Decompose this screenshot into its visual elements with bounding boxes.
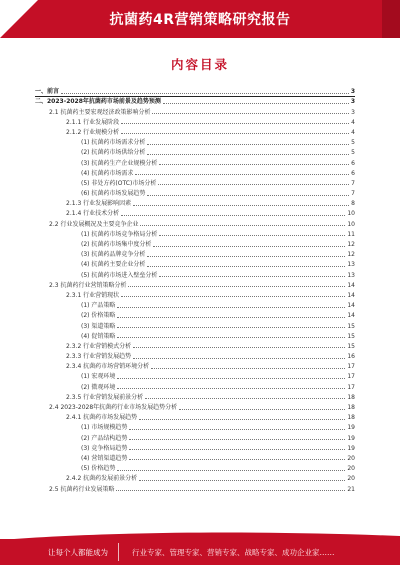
toc-dot-leader: [121, 215, 345, 216]
toc-entry-page: 15: [347, 342, 355, 350]
toc-entry-page: 19: [347, 444, 355, 452]
toc-entry-label: (5) 价格趋势: [81, 465, 116, 473]
toc-dot-leader: [163, 103, 349, 104]
toc-dot-leader: [135, 174, 349, 175]
toc-dot-leader: [117, 337, 345, 338]
toc-entry-label: 2.4.1 抗菌药市场发展趋势: [66, 414, 138, 422]
toc-dot-leader: [159, 276, 345, 277]
toc-entry-label: (5) 抗菌药市场进入壁垒分析: [81, 271, 158, 279]
toc-dot-leader: [152, 113, 349, 114]
toc-dot-leader: [117, 307, 345, 308]
toc-dot-leader: [133, 347, 345, 348]
toc-entry[interactable]: [35, 360, 355, 370]
toc-entry-page: 10: [347, 210, 355, 218]
toc-entry-page: 6: [351, 169, 355, 177]
toc-entry-label: (1) 抗菌药市场竞争格局分析: [81, 230, 158, 238]
toc-entry[interactable]: [35, 85, 355, 95]
toc-entry-page: 13: [347, 271, 355, 279]
toc-entry-page: 19: [347, 424, 355, 432]
toc-entry-page: 15: [347, 332, 355, 340]
toc-entry-page: 3: [350, 98, 355, 106]
toc-entry[interactable]: [35, 207, 355, 217]
toc-entry-page: 3: [350, 88, 355, 96]
toc-entry-label: (1) 产品策略: [81, 302, 116, 310]
report-header: [0, 0, 400, 38]
toc-entry-page: 6: [351, 159, 355, 167]
toc-dot-leader: [159, 235, 345, 236]
toc-entry[interactable]: [35, 452, 355, 462]
toc-entry-page: 18: [347, 414, 355, 422]
toc-entry-page: 20: [347, 454, 355, 462]
toc-dot-leader: [121, 123, 349, 124]
toc-entry-label: (2) 微观环境: [81, 383, 116, 391]
toc-entry[interactable]: [35, 411, 355, 421]
toc-entry-page: 14: [347, 281, 355, 289]
footer-tagline: 行业专家、管理专家、营销专家、战略专家、成功企业家……: [132, 548, 335, 557]
toc-dot-leader: [117, 388, 345, 389]
toc-dot-leader: [147, 266, 345, 267]
toc-entry-page: 21: [347, 485, 355, 493]
toc-entry[interactable]: [35, 248, 355, 258]
toc-entry-label: 2.4 2023-2028年抗菌药行业市场发展趋势分析: [49, 404, 178, 411]
toc-divider-line: [35, 96, 355, 97]
toc-entry-label: 2.1 抗菌药主要宏观经济政策影响分析: [49, 108, 151, 116]
toc-entry[interactable]: [35, 350, 355, 360]
toc-dot-leader: [145, 398, 345, 399]
toc-dot-leader: [129, 429, 345, 430]
toc-entry-label: (4) 促销策略: [81, 332, 116, 340]
toc-entry-label: 2.5 抗菌药行业发展策略: [49, 485, 115, 493]
toc-dot-leader: [147, 195, 349, 196]
toc-entry[interactable]: [35, 380, 355, 390]
toc-entry[interactable]: [35, 472, 355, 482]
toc-entry-page: 7: [351, 179, 355, 187]
toc-entry-label: 2.3.3 行业营销发展趋势: [66, 353, 132, 361]
toc-entry-label: 2.3.2 行业营销模式分析: [66, 342, 132, 350]
footer-wave-decoration: [0, 530, 400, 540]
page-footer: [0, 539, 400, 565]
toc-dot-leader: [117, 470, 345, 471]
toc-entry-page: 8: [351, 200, 355, 208]
toc-entry-page: 3: [351, 108, 355, 116]
toc-dot-leader: [129, 459, 345, 460]
toc-entry[interactable]: [35, 126, 355, 136]
toc-entry[interactable]: [35, 228, 355, 238]
toc-entry[interactable]: [35, 442, 355, 452]
toc-entry[interactable]: [35, 401, 355, 411]
toc-entry-label: 2.2 行业发展概况及主要竞争企业: [49, 220, 139, 228]
toc-dot-leader: [117, 378, 345, 379]
toc-entry-label: 2.1.2 行业规模分析: [66, 128, 120, 136]
toc-dot-leader: [116, 490, 345, 491]
toc-entry[interactable]: [35, 319, 355, 329]
toc-entry-label: 2.1.3 行业发展影响因素: [66, 200, 132, 208]
footer-separator: [118, 543, 119, 561]
toc-entry-label: (4) 营销渠道趋势: [81, 454, 128, 462]
toc-entry[interactable]: [35, 197, 355, 207]
toc-dot-leader: [128, 286, 345, 287]
toc-entry-label: 二、2023-2028年抗菌药市场前景及趋势预测: [35, 98, 161, 106]
toc-entry-label: (3) 抗菌药生产企业规模分析: [81, 159, 158, 167]
toc-entry-label: (2) 产品结构趋势: [81, 434, 128, 442]
toc-entry[interactable]: [35, 238, 355, 248]
toc-entry-page: 4: [351, 118, 355, 126]
toc-entry[interactable]: [35, 279, 355, 289]
toc-entry[interactable]: [35, 299, 355, 309]
toc-entry[interactable]: [35, 146, 355, 156]
toc-entry-label: 2.4.2 抗菌药发展前景分析: [66, 475, 138, 483]
toc-entry-page: 5: [351, 149, 355, 157]
toc-entry-label: (3) 竞争格局趋势: [81, 444, 128, 452]
toc-dot-leader: [117, 317, 345, 318]
toc-entry-page: 18: [347, 393, 355, 401]
toc-entry-page: 4: [351, 128, 355, 136]
toc-entry-page: 14: [347, 312, 355, 320]
toc-entry-page: 17: [347, 373, 355, 381]
toc-entry[interactable]: [35, 156, 355, 166]
toc-dot-leader: [147, 144, 349, 145]
report-title: 抗菌药4R营销策略研究报告: [109, 12, 291, 28]
toc-entry[interactable]: [35, 289, 355, 299]
toc-dot-leader: [121, 296, 345, 297]
toc-entry-page: 12: [347, 251, 355, 259]
toc-entry-page: 17: [347, 383, 355, 391]
toc-heading: 内容目录: [170, 57, 229, 72]
toc-entry-label: (1) 宏观环境: [81, 373, 116, 381]
toc-dot-leader: [153, 246, 345, 247]
toc-entry-label: (2) 抗菌药市场供给分析: [81, 149, 146, 157]
toc-entry-page: 20: [347, 475, 355, 483]
toc-dot-leader: [129, 449, 345, 450]
toc-entry[interactable]: [35, 482, 355, 492]
toc-entry-label: 2.3.5 行业营销发展前景分析: [66, 393, 144, 401]
toc-entry[interactable]: [35, 330, 355, 340]
toc-entry-label: (1) 市场规模趋势: [81, 424, 128, 432]
toc-entry-label: (5) 非处方药(OTC)市场分析: [81, 179, 157, 187]
toc-entry-page: 20: [347, 465, 355, 473]
toc-entry-label: 2.3.1 行业营销现状: [66, 291, 120, 299]
toc-entry[interactable]: [35, 217, 355, 227]
toc-entry-label: (6) 抗菌药市场发展趋势: [81, 190, 146, 198]
toc-entry-label: 2.1.4 行业技术分析: [66, 210, 120, 218]
toc-entry[interactable]: [35, 462, 355, 472]
toc-dot-leader: [147, 256, 345, 257]
toc-entry-label: (3) 渠道策略: [81, 322, 116, 330]
toc-entry-label: (2) 价格策略: [81, 312, 116, 320]
toc-entry-page: 10: [347, 220, 355, 228]
toc-entry[interactable]: [35, 167, 355, 177]
toc-entry-label: 2.3 抗菌药行业营销策略分析: [49, 281, 127, 289]
toc-entry[interactable]: [35, 105, 355, 115]
toc-dot-leader: [139, 480, 345, 481]
toc-entry-page: 14: [347, 291, 355, 299]
toc-entry-page: 17: [347, 363, 355, 371]
toc-entry-page: 12: [347, 241, 355, 248]
toc-entry[interactable]: [35, 431, 355, 441]
toc-entry-label: (2) 抗菌药市场集中度分析: [81, 241, 152, 248]
toc-entry-label: 一、前言: [35, 88, 60, 96]
table-of-contents: [35, 85, 355, 493]
toc-entry[interactable]: [35, 258, 355, 268]
toc-entry-label: 2.1.1 行业发展阶段: [66, 118, 120, 126]
toc-entry[interactable]: [35, 421, 355, 431]
toc-dot-leader: [139, 419, 345, 420]
toc-entry-page: 13: [347, 261, 355, 269]
toc-entry-label: (4) 抗菌药市场需求: [81, 169, 134, 177]
header-edge-accent: [382, 0, 400, 38]
toc-entry-page: 7: [351, 190, 355, 198]
toc-entry[interactable]: [35, 370, 355, 380]
toc-dot-leader: [159, 164, 349, 165]
toc-entry-page: 14: [347, 302, 355, 310]
toc-entry[interactable]: [35, 268, 355, 278]
toc-entry-page: 16: [347, 353, 355, 361]
footer-slogan: 让每个人都能成为: [48, 548, 108, 557]
toc-dot-leader: [158, 184, 349, 185]
toc-dot-leader: [133, 358, 345, 359]
toc-dot-leader: [147, 154, 349, 155]
toc-entry-label: (1) 抗菌药市场需求分析: [81, 139, 146, 147]
toc-entry-page: 18: [347, 404, 355, 411]
toc-entry[interactable]: [35, 116, 355, 126]
toc-dot-leader: [140, 225, 345, 226]
toc-entry-label: (4) 抗菌药主要企业分析: [81, 261, 146, 269]
toc-entry-label: 2.3.4 抗菌药市场营销环境分析: [66, 363, 150, 371]
toc-entry[interactable]: [35, 309, 355, 319]
toc-entry-page: 5: [351, 139, 355, 147]
toc-entry-page: 19: [347, 434, 355, 442]
toc-dot-leader: [151, 368, 345, 369]
toc-dot-leader: [117, 327, 345, 328]
toc-dot-leader: [179, 409, 345, 410]
toc-dot-leader: [129, 439, 345, 440]
toc-entry[interactable]: [35, 187, 355, 197]
toc-entry-page: 15: [347, 322, 355, 330]
toc-entry[interactable]: [35, 340, 355, 350]
toc-dot-leader: [61, 93, 349, 94]
toc-entry-label: (3) 抗菌药品牌竞争分析: [81, 251, 146, 259]
toc-entry[interactable]: [35, 177, 355, 187]
toc-entry-page: 11: [347, 230, 355, 238]
toc-entry[interactable]: [35, 136, 355, 146]
toc-dot-leader: [133, 205, 349, 206]
toc-dot-leader: [121, 133, 349, 134]
toc-entry[interactable]: [35, 391, 355, 401]
